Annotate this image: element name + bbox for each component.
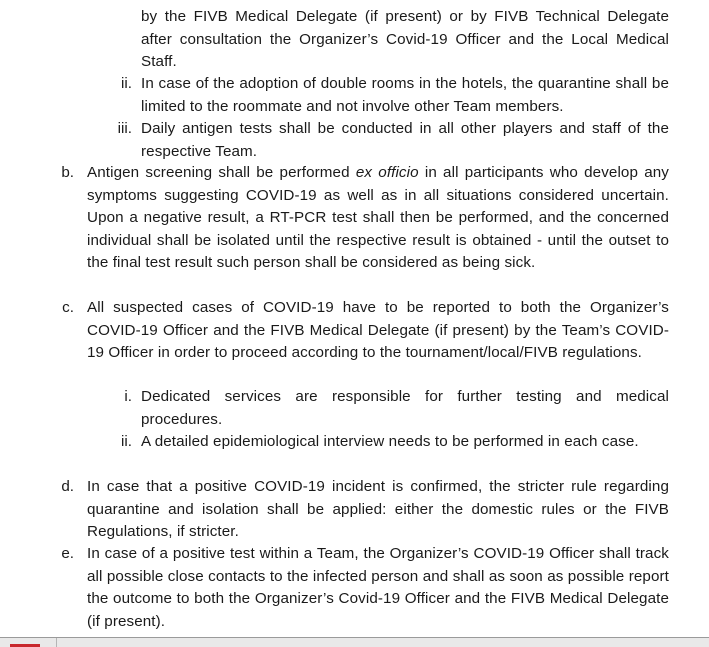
- list-item-d-text: In case that a positive COVID-19 incident is confirmed, the stricter rule regarding quarantine and isolation shall be applied: either the domestic rules or the FIVB Regulations, if stricter.: [87, 478, 669, 540]
- list-marker-d: d.: [61, 478, 74, 495]
- list-item-c-ii-text: A detailed epidemiological interview needs to be performed in each case.: [141, 433, 639, 450]
- list-marker-e: e.: [61, 545, 74, 562]
- list-item-b-text-start: Antigen screening shall be performed: [87, 164, 356, 181]
- list-marker-a-ii: ii.: [121, 75, 132, 92]
- list-item-d: [87, 476, 669, 544]
- list-marker-c: c.: [62, 299, 74, 316]
- taskbar-divider: [56, 638, 57, 647]
- list-item-b: [87, 162, 669, 275]
- list-item-a-ii: [141, 73, 669, 118]
- list-item-c-ii: [141, 431, 669, 454]
- window-bottom-strip: [0, 637, 709, 647]
- continuation-paragraph: [141, 6, 669, 74]
- list-marker-c-ii: ii.: [121, 433, 132, 450]
- list-marker-b: b.: [61, 164, 74, 181]
- list-item-c-i: [141, 386, 669, 431]
- list-item-e: [87, 543, 669, 633]
- list-item-a-iii-text: Daily antigen tests shall be conducted in all other players and staff of the respective Team.: [141, 120, 669, 160]
- list-marker-a-iii: iii.: [117, 120, 132, 137]
- list-item-b-italic-text: ex officio: [355, 164, 419, 181]
- list-item-b-text-end: in all participants who develop any symptoms suggesting COVID-19 as well as in all situations considered uncertain. Upon a negative result, a RT-PCR test shall then be performed, and the concerned individual shall be isolated until the respective result is obtained - until the outset to the final test result such person shall be considered as being sick.: [87, 164, 669, 271]
- list-item-c-text: All suspected cases of COVID-19 have to be reported to both the Organizer’s COVID-19 Officer and the FIVB Medical Delegate (if present) by the Team’s COVID-19 Officer in order to proceed according to the tournament/local/FIVB regulations.: [87, 299, 669, 361]
- list-item-a-ii-text: In case of the adoption of double rooms in the hotels, the quarantine shall be limited to the roommate and not involve other Team members.: [141, 75, 669, 115]
- list-item-c-i-text: Dedicated services are responsible for further testing and medical procedures.: [141, 388, 669, 428]
- list-item-a-iii: [141, 118, 669, 163]
- list-marker-c-i: i.: [124, 388, 132, 405]
- list-item-c: [87, 297, 669, 365]
- continuation-text: by the FIVB Medical Delegate (if present) or by FIVB Technical Delegate after consultation the Organizer’s Covid-19 Officer and the Local Medical Staff.: [141, 8, 669, 70]
- list-item-e-text: In case of a positive test within a Team, the Organizer’s COVID-19 Officer shall track all possible close contacts to the infected person and shall as soon as possible report the outcome to both the Organizer’s Covid-19 Officer and the FIVB Medical Delegate (if present).: [87, 545, 669, 630]
